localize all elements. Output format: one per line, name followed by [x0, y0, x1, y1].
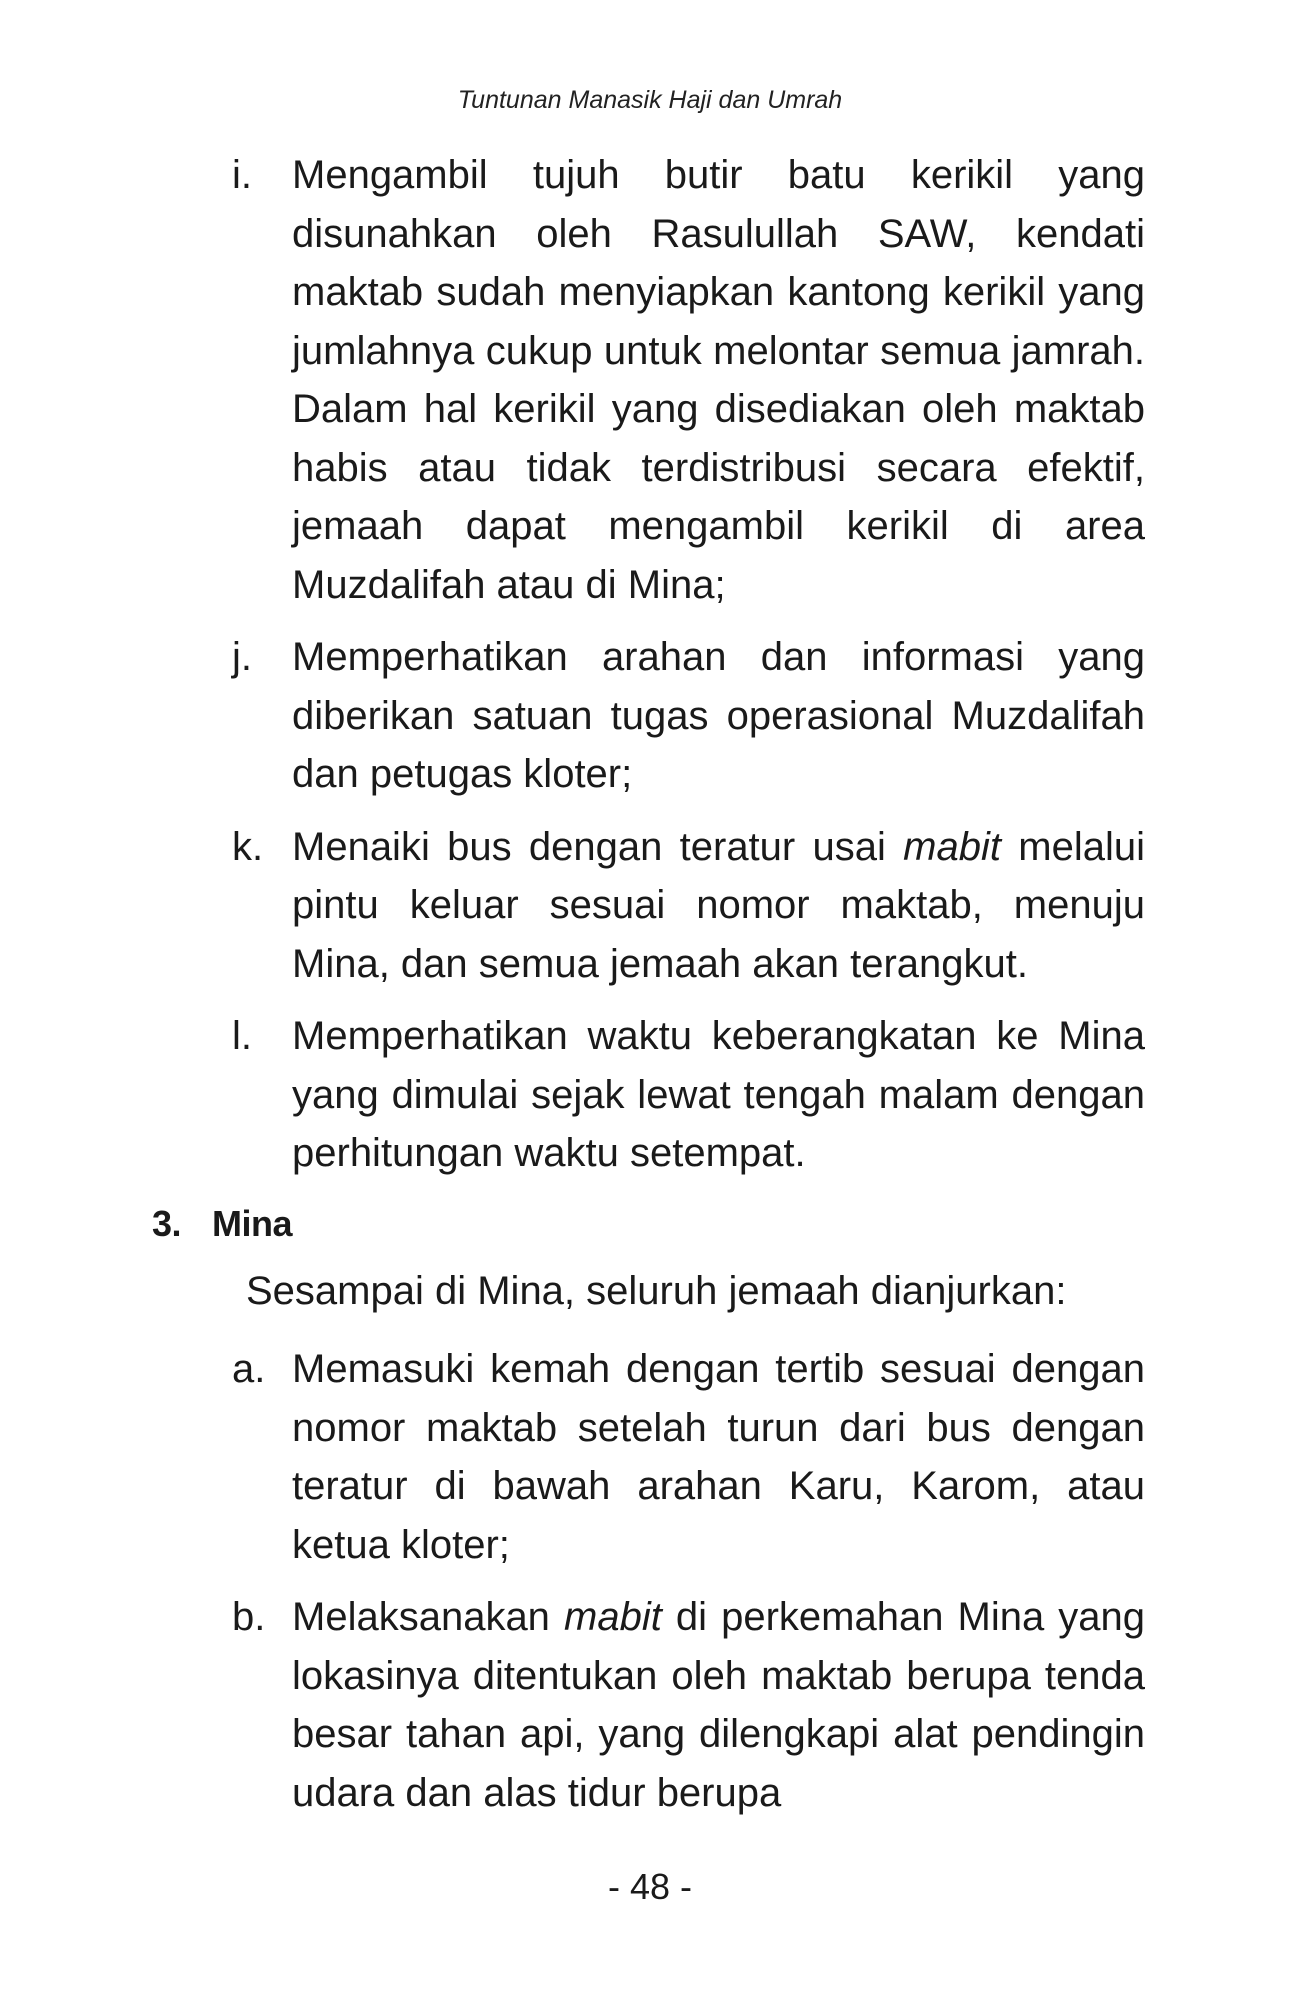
guidance-list-mina — [0, 1340, 1300, 1822]
page-number: - 48 - — [607, 1866, 693, 1907]
list-item-text-end: melalui pintu keluar sesuai nomor maktab, menuju Mina, dan semua jemaah akan terangkut. — [292, 824, 1145, 986]
list-marker: b. — [232, 1595, 266, 1639]
list-item — [0, 1340, 1145, 1574]
italic-term: mabit — [564, 1595, 662, 1639]
running-header: Tuntunan Manasik Haji dan Umrah — [457, 86, 843, 114]
italic-term: mabit — [903, 824, 1001, 869]
list-item-text-start: Menaiki bus dengan teratur usai — [292, 824, 904, 869]
list-item-text: Memperhatikan waktu keberangkatan ke Mina yang dimulai sejak lewat tengah malam dengan perhitungan waktu setempat. — [292, 1014, 1145, 1175]
list-item — [0, 1588, 1145, 1822]
list-item — [0, 818, 1145, 994]
list-item-text — [292, 1595, 1145, 1815]
guidance-list-muzdalifah — [0, 146, 1300, 1183]
list-item-text — [292, 825, 1145, 986]
list-item-text: Memperhatikan arahan dan informasi yang diberikan satuan tugas operasional Muzdalifah dan petugas kloter; — [292, 635, 1145, 796]
list-marker: k. — [232, 824, 264, 869]
list-item-text: Mengambil tujuh butir batu kerikil yang disunahkan oleh Rasulullah SAW, kendati maktab sudah menyiapkan kantong kerikil yang jumlahnya cukup untuk melontar semua jamrah. Dalam hal kerikil yang disediakan oleh maktab habis atau tidak terdistribusi secara efektif, jemaah dapat mengambil kerikil di area Muzdalifah atau di Mina; — [292, 153, 1145, 607]
section-intro: Sesampai di Mina, seluruh jemaah dianjurkan: — [246, 1269, 1067, 1313]
list-item — [0, 146, 1145, 614]
list-marker: l. — [232, 1014, 252, 1058]
section-heading — [152, 1203, 292, 1245]
list-item — [0, 628, 1145, 804]
list-item-text: Memasuki kemah dengan tertib sesuai dengan nomor maktab setelah turun dari bus dengan teratur di bawah arahan Karu, Karom, atau ketua kloter; — [292, 1347, 1145, 1567]
list-item-text-start: Melaksanakan — [292, 1595, 564, 1639]
section-title: Mina — [212, 1203, 293, 1244]
list-marker: j. — [232, 635, 252, 679]
list-item — [0, 1007, 1145, 1183]
list-marker: a. — [232, 1347, 266, 1391]
list-item-text-end: di perkemahan Mina yang lokasinya ditentukan oleh maktab berupa tenda besar tahan api, yang dilengkapi alat pendingin udara dan alas tidur berupa — [292, 1595, 1145, 1815]
section-number: 3. — [152, 1203, 182, 1244]
list-marker: i. — [232, 153, 252, 197]
